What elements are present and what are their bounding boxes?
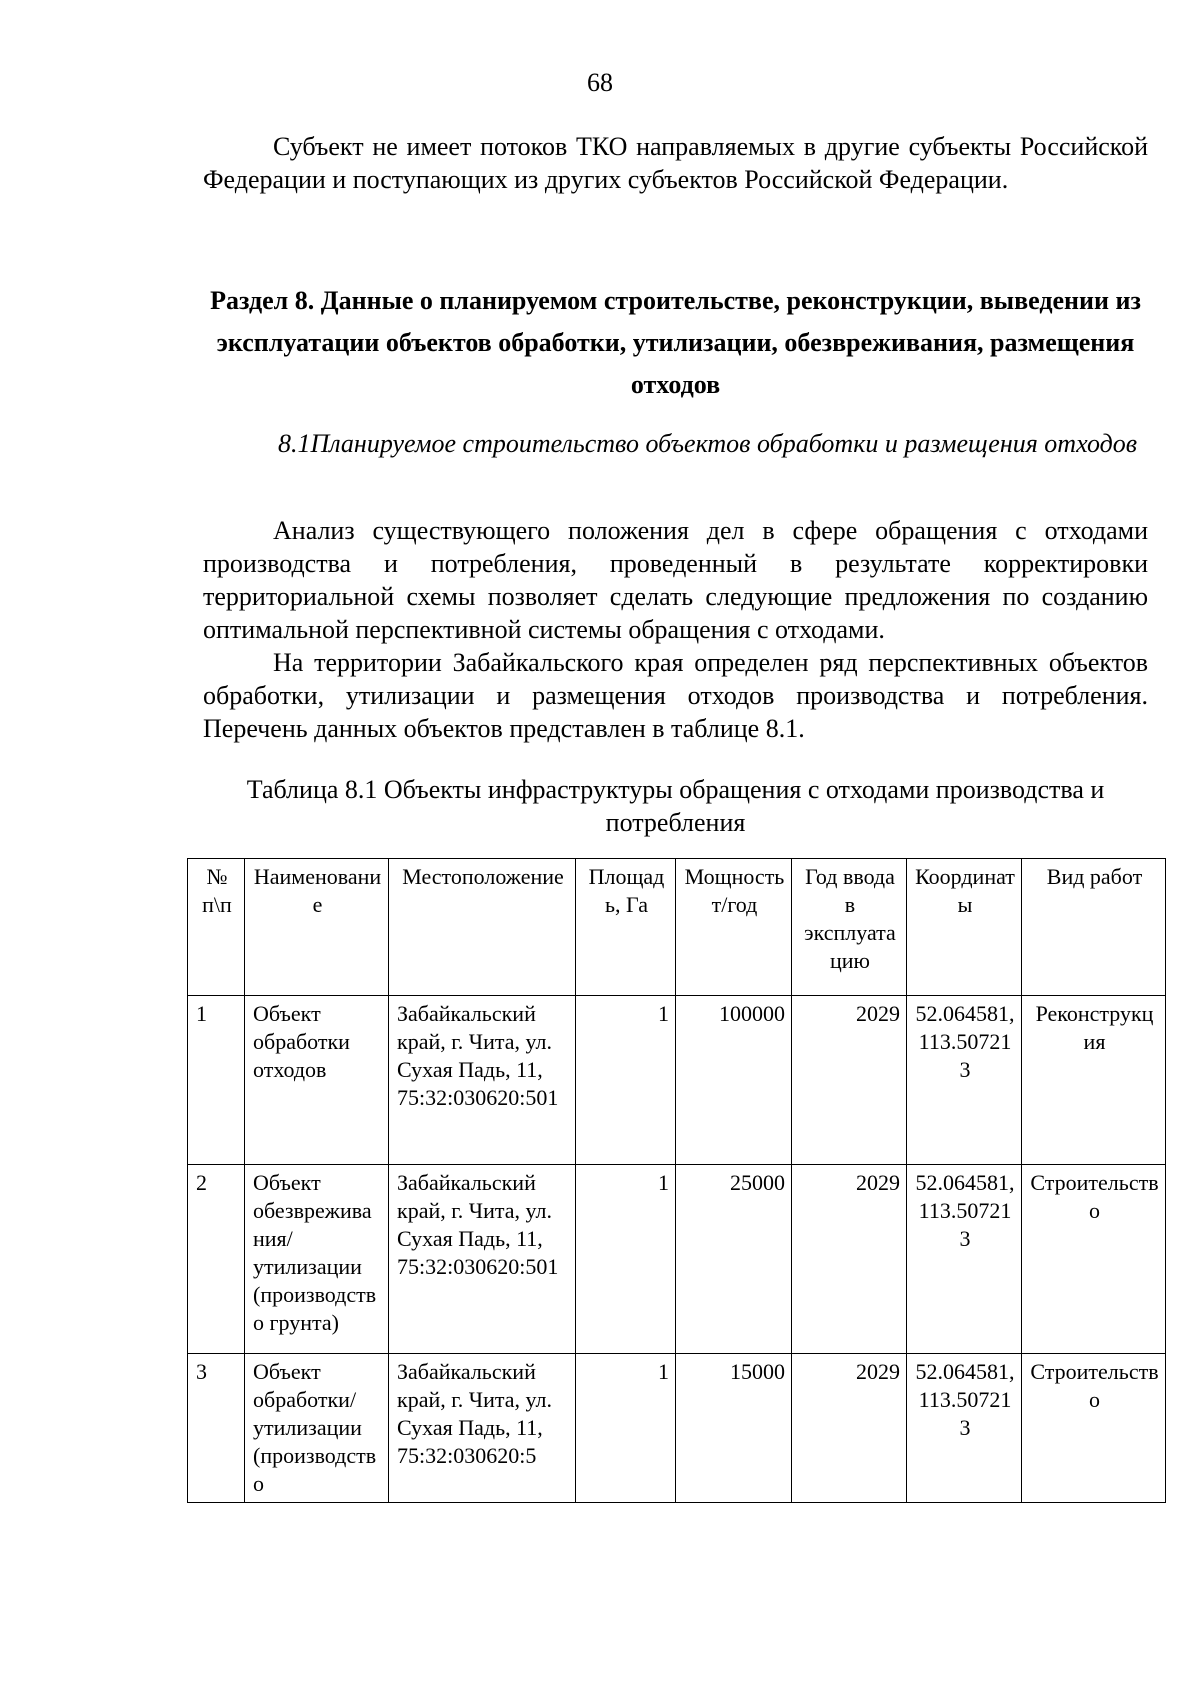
section-heading: Раздел 8. Данные о планируемом строительстве, реконструкции, выведении из эксплуатации объектов обработки, утилизации, обезвреживания, размещения отходов: [210, 286, 1141, 399]
subsection-number: 8.1: [278, 429, 311, 458]
cell-area: 1: [576, 1165, 676, 1354]
table-header-row: [188, 859, 1166, 996]
cell-name: Объект обезвреживания/утилизации (производство грунта): [245, 1165, 389, 1354]
cell-work: Строительство: [1022, 1165, 1166, 1354]
cell-name: Объект обработки/ утилизации (производство: [245, 1354, 389, 1503]
intro-paragraph: Субъект не имеет потоков ТКО направляемых в другие субъекты Российской Федерации и поступающих из других субъектов Российской Федерации.: [203, 132, 1148, 194]
cell-work: Реконструкция: [1022, 996, 1166, 1165]
header-num: № п\п: [188, 859, 245, 996]
objects-table: [187, 858, 1166, 1503]
cell-coords: 52.064581, 113.507213: [907, 1354, 1022, 1503]
intro-paragraph-block: [203, 130, 1148, 196]
cell-location: Забайкальский край, г. Чита, ул. Сухая Падь, 11, 75:32:030620:501: [389, 1165, 576, 1354]
header-capacity: Мощность т/год: [676, 859, 792, 996]
body-text-block: [203, 514, 1148, 745]
cell-num: 2: [188, 1165, 245, 1354]
cell-capacity: 25000: [676, 1165, 792, 1354]
cell-capacity: 15000: [676, 1354, 792, 1503]
table-row: [188, 996, 1166, 1165]
table-caption: Таблица 8.1 Объекты инфраструктуры обращения с отходами производства и потребления: [246, 775, 1105, 837]
cell-num: 3: [188, 1354, 245, 1503]
header-year: Год ввода в эксплуатацию: [792, 859, 907, 996]
cell-area: 1: [576, 1354, 676, 1503]
table-row: [188, 1165, 1166, 1354]
cell-year: 2029: [792, 1165, 907, 1354]
header-area: Площадь, Га: [576, 859, 676, 996]
paragraph-2: На территории Забайкальского края определен ряд перспективных объектов обработки, утилизации и размещения отходов производства и потребления. Перечень данных объектов представлен в таблице 8.1.: [203, 648, 1148, 743]
paragraph-1: Анализ существующего положения дел в сфере обращения с отходами производства и потребления, проведенный в результате корректировки территориальной схемы позволяет сделать следующие предложения по созданию оптимальной перспективной системы обращения с отходами.: [203, 516, 1148, 644]
cell-capacity: 100000: [676, 996, 792, 1165]
cell-location: Забайкальский край, г. Чита, ул. Сухая Падь, 11, 75:32:030620:5: [389, 1354, 576, 1503]
subsection-heading: [278, 428, 1148, 460]
cell-coords: 52.064581, 113.507213: [907, 996, 1022, 1165]
cell-location: Забайкальский край, г. Чита, ул. Сухая Падь, 11, 75:32:030620:501: [389, 996, 576, 1165]
subsection-title: Планируемое строительство объектов обработки и размещения отходов: [310, 429, 1138, 458]
header-coords: Координаты: [907, 859, 1022, 996]
header-name: Наименование: [245, 859, 389, 996]
cell-area: 1: [576, 996, 676, 1165]
cell-work: Строительство: [1022, 1354, 1166, 1503]
cell-year: 2029: [792, 996, 907, 1165]
header-work: Вид работ: [1022, 859, 1166, 996]
cell-coords: 52.064581, 113.507213: [907, 1165, 1022, 1354]
cell-num: 1: [188, 996, 245, 1165]
table-row: [188, 1354, 1166, 1503]
cell-name: Объект обработки отходов: [245, 996, 389, 1165]
page-number: 68: [587, 68, 613, 97]
header-location: Местоположение: [389, 859, 576, 996]
cell-year: 2029: [792, 1354, 907, 1503]
